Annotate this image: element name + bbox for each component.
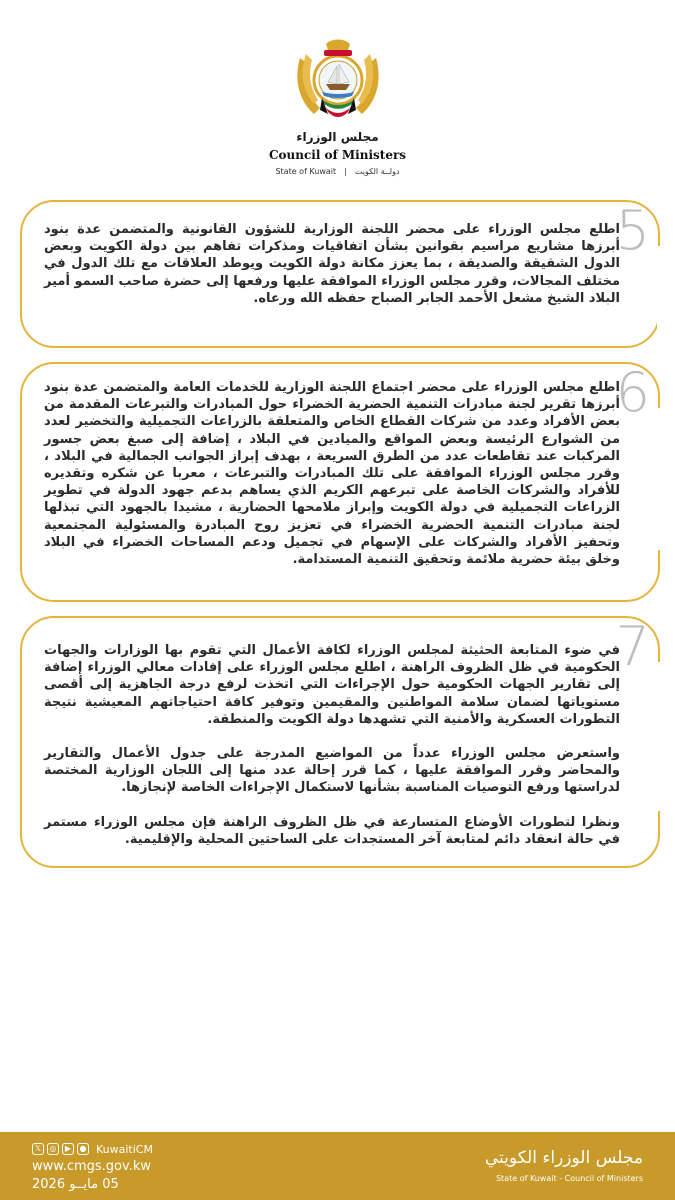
item-text	[44, 379, 620, 568]
social-handle[interactable]: KuwaitiCM	[96, 1142, 153, 1156]
footer-contact	[32, 1142, 153, 1192]
decision-card	[20, 616, 660, 868]
item-number: 6	[615, 361, 650, 424]
footer-name-ar: مجلس الوزراء الكويتي	[484, 1148, 643, 1168]
header-state-ar: دولــة الكويت	[354, 167, 400, 176]
x-icon[interactable]: 𝕏	[32, 1143, 44, 1155]
item-number: 5	[615, 199, 650, 262]
kuwait-emblem-icon	[292, 38, 384, 124]
item-paragraph: ونظرا لتطورات الأوضاع المتسارعة في ظل الظروف الراهنة فإن مجلس الوزراء مستمر في حالة انعقاد دائم لمتابعة آخر المستجدات على الساحتين المحلية والإقليمية.	[44, 814, 620, 847]
footer-name-en: State of Kuwait - Council of Ministers	[495, 1174, 643, 1183]
website-link[interactable]: www.cmgs.gov.kw	[32, 1159, 151, 1174]
item-text	[44, 221, 620, 307]
page-header	[0, 0, 675, 190]
item-text	[44, 642, 620, 848]
youtube-icon[interactable]: ▶	[62, 1143, 74, 1155]
item-paragraph: اطلع مجلس الوزراء على محضر اللجنة الوزارية للشؤون القانونية والمتضمن عدة بنود أبرزها مشاريع مراسيم بقوانين بشأن اتفاقيات ومذكرات تفاهم بين دولة الكويت وبعض الدول الشقيقة والصديقة ، بما يعزز مكانة دولة الكويت ويوطد العلاقات مع تلك الدول في مختلف المجالات، وقرر مجلس الوزراء الموافقة عليها ورفعها إلى حضرة صاحب السمو أمير البلاد الشيخ مشعل الأحمد الجابر الصباح حفظه الله ورعاه.	[44, 222, 620, 306]
instagram-icon[interactable]: ◎	[47, 1143, 59, 1155]
header-title-ar: مجلس الوزراء	[296, 130, 379, 144]
header-subtitle	[0, 167, 675, 176]
footer-branding	[485, 1148, 643, 1183]
decision-card	[20, 200, 660, 348]
decision-card	[20, 362, 660, 602]
item-paragraph: اطلع مجلس الوزراء على محضر اجتماع اللجنة الوزارية للخدمات العامة والمتضمن عدة بنود أبرزها تقرير لجنة مبادرات التنمية الحضرية الخضراء حول المبادرات والتبرعات المقدمة من بعض الأفراد وعدد من شركات القطاع الخاص والمتعلقة بالزراعات التجميلية والتخضير لعدد من الشوارع الرئيسة وبعض المواقع والميادين في البلاد ، إضافة إلى صبغ بعض جسور المركبات عند تقاطعات عدد من الطرق السريعة ، بهدف إبراز الجوانب الجمالية في البلاد ، وقرر مجلس الوزراء الموافقة على تلك المبادرات والتبرعات ، معربا عن شكره وتقديره للأفراد والشركات الخاصة على تبرعهم الكريم الذي يساهم بدعم جهود الدولة في تطوير الزراعات التجميلية في دولة الكويت وإبراز ملامحها الحضارية ، مشيدا بالجهود التي تبذلها لجنة مبادرات التنمية الحضرية الخضراء في تعزيز روح المبادرة والمسئولية المجتمعية وتحفيز الأفراد والشركات على الإسهام في تجميل ودعم المساحات الخضراء في البلاد وخلق بيئة حضرية ملائمة وتحقيق التنمية المستدامة.	[44, 380, 620, 568]
social-links	[32, 1142, 153, 1156]
header-separator: |	[344, 167, 347, 176]
publish-date: 05 مايــو 2026	[32, 1177, 119, 1192]
header-title-en: Council of Ministers	[268, 148, 407, 162]
header-state-en: State of Kuwait	[275, 167, 337, 176]
item-paragraph: في ضوء المتابعة الحثيثة لمجلس الوزراء لكافة الأعمال التي تقوم بها الوزارات والجهات الحكومية في ظل الظروف الراهنة ، اطلع مجلس الوزراء على إفادات معالي الوزراء إضافة إلى تقارير الجهات الحكومية حول الإجراءات التي اتخذت لرفع درجة الجاهزية إلى أقصى مستوياتها لضمان سلامة المواطنين والمقيمين وتوفير كافة احتياجاتهم المعيشية نتيجة التطورات العسكرية والأمنية التي تشهدها دولة الكويت والمنطقة.	[44, 643, 620, 727]
item-number: 7	[615, 615, 650, 678]
page-footer	[0, 1132, 675, 1200]
item-paragraph: واستعرض مجلس الوزراء عدداً من المواضيع المدرجة على جدول الأعمال والتقارير والمحاضر وقرر الموافقة عليها ، كما قرر إحالة عدد منها إلى اللجان الوزارية المختصة لدراستها ورفع التوصيات المناسبة بشأنها لاستكمال الإجراءات الخاصة لإنجازها.	[44, 746, 620, 796]
camera-icon[interactable]: ●	[77, 1143, 89, 1155]
